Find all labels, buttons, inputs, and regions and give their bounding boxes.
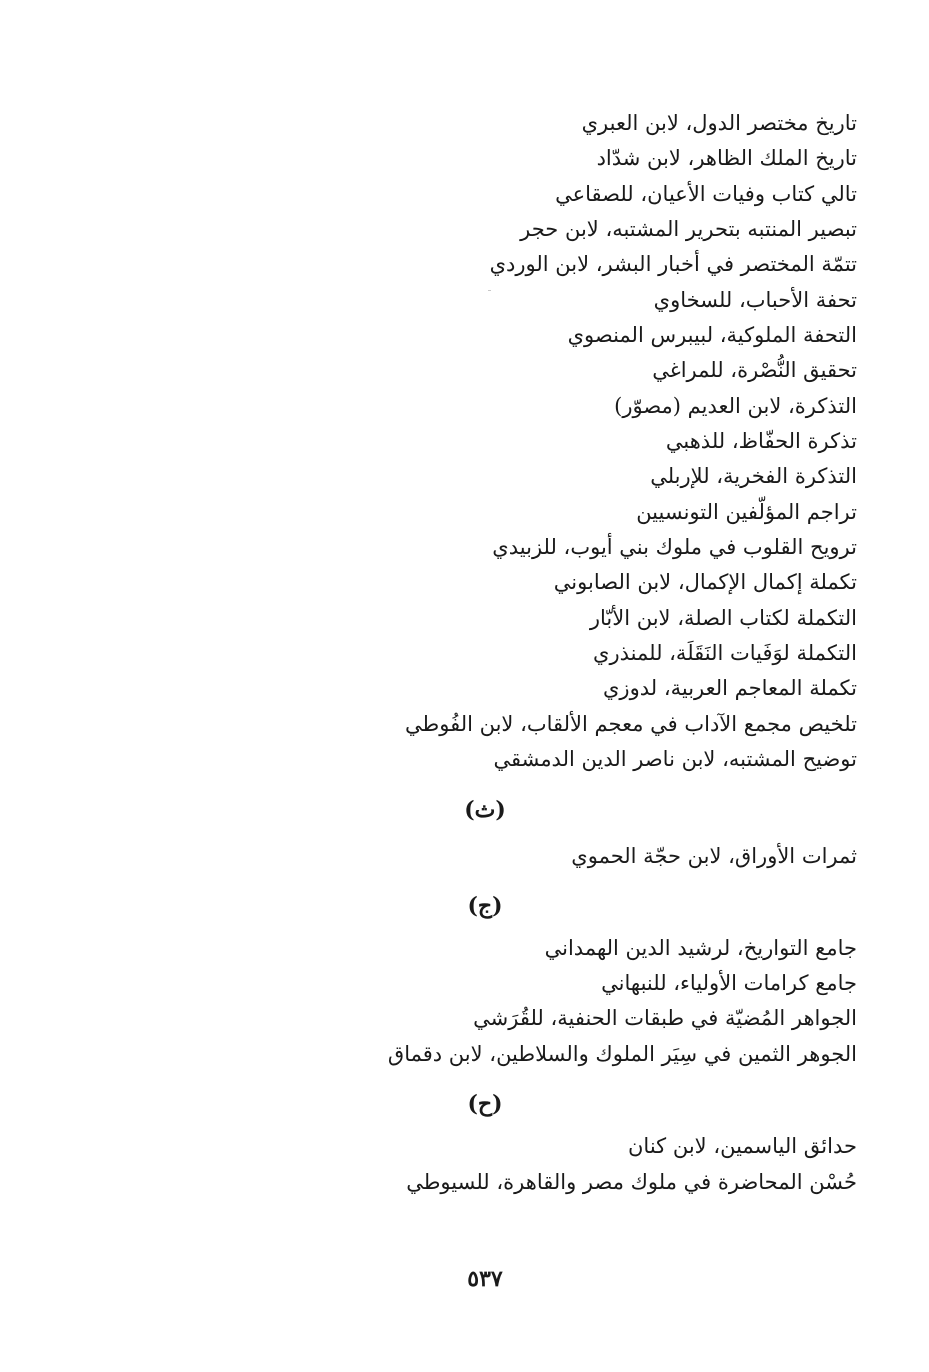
scan-speck [488, 290, 491, 291]
index-entry: التذكرة، لابن العديم (مصوّر) [614, 394, 857, 418]
index-entry: حُسْن المحاضرة في ملوك مصر والقاهرة، للسيوطي [406, 1170, 857, 1194]
page-number: ٥٣٧ [467, 1266, 503, 1292]
section-heading-jim: (ج) [467, 893, 503, 919]
index-entry: تحقيق النُّصْرة، للمراغي [652, 358, 857, 382]
index-entry: التكملة لوَفَيات النَقَلَة، للمنذري [593, 641, 857, 665]
index-entry: تلخيص مجمع الآداب في معجم الألقاب، لابن الفُوطي [405, 712, 857, 736]
index-entry: تالي كتاب وفيات الأعيان، للصقاعي [555, 182, 857, 206]
index-entry: التحفة الملوكية، لبيبرس المنصوي [567, 323, 857, 347]
index-entry: التذكرة الفخرية، للإربلي [650, 464, 857, 488]
index-entry: جامع كرامات الأولياء، للنبهاني [601, 971, 857, 995]
index-entry: تكملة إكمال الإكمال، لابن الصابوني [553, 570, 857, 594]
index-entry: ثمرات الأوراق، لابن حجّة الحموي [571, 844, 857, 868]
index-entry: حدائق الياسمين، لابن كنان [628, 1134, 857, 1158]
index-entry: تاريخ الملك الظاهر، لابن شدّاد [596, 146, 857, 170]
index-entry: تتمّة المختصر في أخبار البشر، لابن الوردي [489, 252, 857, 276]
index-entry: تكملة المعاجم العربية، لدوزي [603, 676, 857, 700]
section-heading-tha: (ث) [464, 797, 506, 823]
index-entry: تراجم المؤلّفين التونسيين [636, 500, 857, 524]
index-entry: الجواهر المُضيّة في طبقات الحنفية، للقُرَشي [473, 1006, 857, 1030]
index-entry: الجوهر الثمين في سِيَر الملوك والسلاطين، لابن دقماق [387, 1042, 857, 1066]
section-heading-ha: (ح) [467, 1091, 503, 1117]
index-entry: توضيح المشتبه، لابن ناصر الدين الدمشقي [493, 747, 857, 771]
index-entry: تذكرة الحفّاظ، للذهبي [665, 429, 857, 453]
index-entry: تاريخ مختصر الدول، لابن العبري [581, 111, 857, 135]
index-entry: التكملة لكتاب الصلة، لابن الأبّار [589, 606, 857, 630]
index-entry: تبصير المنتبه بتحرير المشتبه، لابن حجر [520, 217, 857, 241]
index-entry: ترويح القلوب في ملوك بني أيوب، للزبيدي [492, 535, 857, 559]
index-entry: جامع التواريخ، لرشيد الدين الهمداني [544, 936, 857, 960]
index-entry: تحفة الأحباب، للسخاوي [653, 288, 857, 312]
